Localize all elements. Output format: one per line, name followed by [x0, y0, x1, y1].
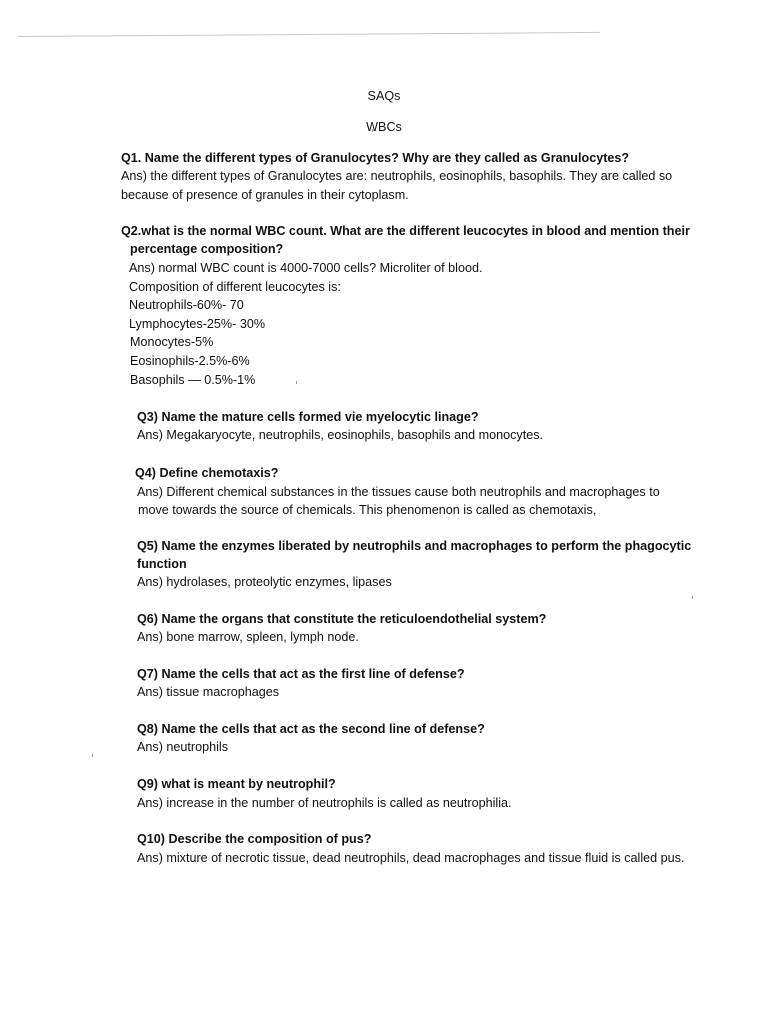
q2-answer-lymphocytes: Lymphocytes-25%- 30% — [129, 317, 266, 331]
scan-speck — [92, 754, 93, 757]
q2-answer-line-2: Composition of different leucocytes is: — [129, 280, 341, 294]
q1-answer-line-2: because of presence of granules in their cytoplasm. — [121, 188, 409, 202]
q2-answer-eosinophils: Eosinophils-2.5%-6% — [130, 354, 250, 368]
q10-question: Q10) Describe the composition of pus? — [137, 832, 372, 846]
q5-question-line-2: function — [137, 557, 187, 571]
q9-question: Q9) what is meant by neutrophil? — [137, 777, 336, 791]
q2-answer-basophils: Basophils — 0.5%-1% — [130, 373, 256, 387]
q8-answer: Ans) neutrophils — [137, 740, 229, 754]
scan-speck — [296, 381, 297, 384]
q6-question: Q6) Name the organs that constitute the reticuloendothelial system? — [137, 612, 547, 626]
q9-answer: Ans) increase in the number of neutrophils is called as neutrophilia. — [137, 796, 512, 810]
q7-answer: Ans) tissue macrophages — [137, 685, 280, 699]
q4-question: Q4) Define chemotaxis? — [135, 466, 279, 480]
q3-answer: Ans) Megakaryocyte, neutrophils, eosinophils, basophils and monocytes. — [137, 428, 544, 442]
q1-question: Q1. Name the different types of Granulocytes? Why are they called as Granulocytes? — [121, 151, 630, 165]
q5-question-line-1: Q5) Name the enzymes liberated by neutrophils and macrophages to perform the phagocytic — [137, 539, 692, 553]
q5-answer: Ans) hydrolases, proteolytic enzymes, lipases — [137, 575, 392, 589]
q2-answer-monocytes: Monocytes-5% — [130, 335, 214, 349]
document-title: SAQs — [367, 89, 401, 103]
q6-answer: Ans) bone marrow, spleen, lymph node. — [137, 630, 359, 644]
q1-answer-line-1: Ans) the different types of Granulocytes are: neutrophils, eosinophils, basophils. They are called so — [121, 169, 673, 183]
document-subtitle: WBCs — [366, 120, 402, 134]
q4-answer-line-1: Ans) Different chemical substances in the tissues cause both neutrophils and macrophages to — [137, 485, 660, 499]
q2-question-line-2: percentage composition? — [130, 242, 284, 256]
q4-answer-line-2: move towards the source of chemicals. This phenomenon is called as chemotaxis, — [138, 503, 597, 517]
q2-answer-neutrophils: Neutrophils-60%- 70 — [129, 298, 244, 312]
q8-question: Q8) Name the cells that act as the second line of defense? — [137, 722, 485, 736]
scan-speck — [692, 596, 693, 599]
scan-line-artifact — [18, 32, 600, 37]
q2-question-line-1: Q2.what is the normal WBC count. What are the different leucocytes in blood and mention their — [121, 224, 690, 238]
q7-question: Q7) Name the cells that act as the first line of defense? — [137, 667, 465, 681]
q3-question: Q3) Name the mature cells formed vie myelocytic linage? — [137, 410, 479, 424]
q2-answer-line-1: Ans) normal WBC count is 4000-7000 cells? Microliter of blood. — [129, 261, 483, 275]
q10-answer: Ans) mixture of necrotic tissue, dead neutrophils, dead macrophages and tissue fluid is called pus. — [137, 851, 685, 865]
